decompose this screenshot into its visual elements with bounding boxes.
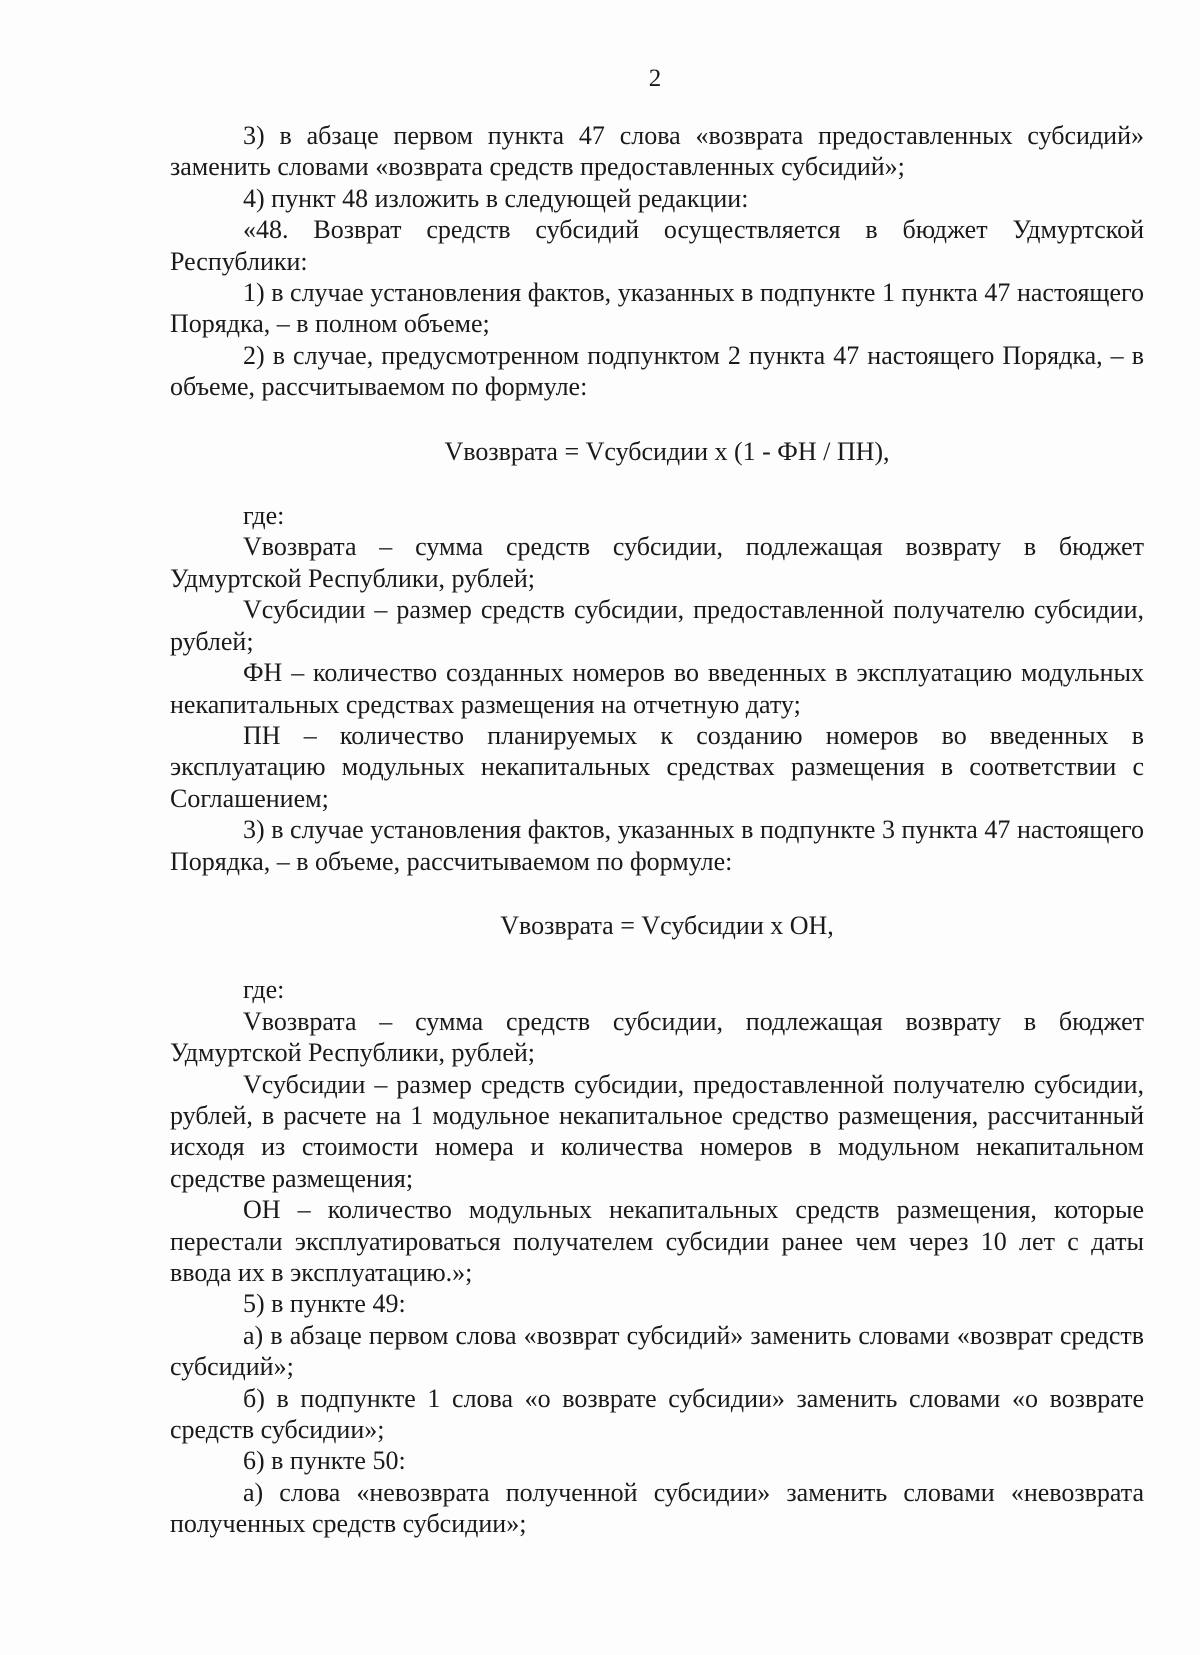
paragraph: а) слова «невозврата полученной субсидии» заменить словами «невозврата полученных средств субсидии»; xyxy=(170,1477,1144,1539)
document-body xyxy=(170,120,1144,1540)
paragraph: 3) в случае установления фактов, указанных в подпункте 3 пункта 47 настоящего Порядка, – в объеме, рассчитываемом по формуле: xyxy=(170,815,1144,876)
paragraph: Vвозврата – сумма средств субсидии, подлежащая возврату в бюджет Удмуртской Республики, рублей; xyxy=(170,532,1144,593)
paragraph: 6) в пункте 50: xyxy=(243,1446,406,1476)
paragraph: Vсубсидии – размер средств субсидии, предоставленной получателю субсидии, рублей, в расчете на 1 модульное некапитальное средство размещения, рассчитанный исходя из стоимости номера и количества номеров в модульном некапитальном средстве размещения; xyxy=(170,1069,1144,1193)
formula: Vвозврата = Vсубсидии x (1 - ФН / ПН), xyxy=(444,436,890,466)
paragraph: б) в подпункте 1 слова «о возврате субсидии» заменить словами «о возврате средств субсидии»; xyxy=(170,1383,1144,1445)
formula: Vвозврата = Vсубсидии x ОН, xyxy=(500,910,834,940)
paragraph: а) в абзаце первом слова «возврат субсидий» заменить словами «возврат средств субсидий»; xyxy=(170,1320,1144,1382)
page-number: 2 xyxy=(648,65,662,92)
paragraph: «48. Возврат средств субсидий осуществляется в бюджет Удмуртской Республики: xyxy=(170,215,1144,276)
paragraph: 1) в случае установления фактов, указанных в подпункте 1 пункта 47 настоящего Порядка, – в полном объеме; xyxy=(170,278,1144,339)
paragraph: где: xyxy=(243,501,285,531)
paragraph: Vвозврата – сумма средств субсидии, подлежащая возврату в бюджет Удмуртской Республики, рублей; xyxy=(170,1006,1144,1068)
paragraph: Vсубсидии – размер средств субсидии, предоставленной получателю субсидии, рублей; xyxy=(170,595,1144,656)
paragraph: 4) пункт 48 изложить в следующей редакции: xyxy=(243,183,749,213)
paragraph: ФН – количество созданных номеров во введенных в эксплуатацию модульных некапитальных средствах размещения на отчетную дату; xyxy=(170,658,1144,719)
paragraph: 3) в абзаце первом пункта 47 слова «возврата предоставленных субсидий» заменить словами «возврата средств предоставленных субсидий»; xyxy=(170,121,1144,182)
paragraph: 5) в пункте 49: xyxy=(243,1289,406,1319)
paragraph: ОН – количество модульных некапитальных средств размещения, которые перестали эксплуатироваться получателем субсидии ранее чем через 10 лет с даты ввода их в эксплуатацию.»; xyxy=(170,1195,1144,1287)
paragraph: где: xyxy=(243,975,285,1005)
paragraph: ПН – количество планируемых к созданию номеров во введенных в эксплуатацию модульных некапитальных средствах размещения в соответствии с Соглашением; xyxy=(170,720,1144,813)
paragraph: 2) в случае, предусмотренном подпунктом 2 пункта 47 настоящего Порядка, – в объеме, рассчитываемом по формуле: xyxy=(170,340,1144,402)
